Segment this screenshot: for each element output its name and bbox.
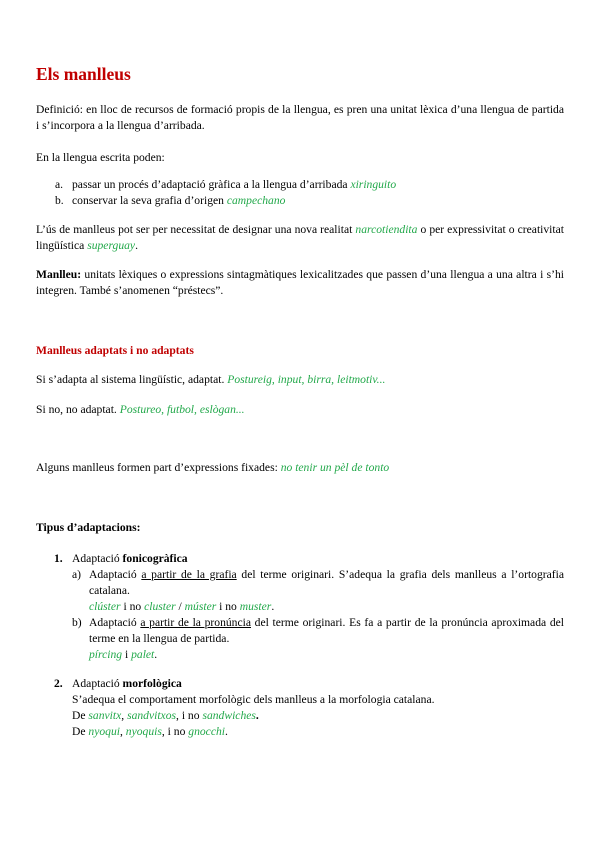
page-title: Els manlleus	[36, 64, 131, 84]
list-item: passar un procés d’adaptació gràfica a la llengua d’arribada xiringuito	[72, 178, 397, 191]
list-item: conservar la seva grafia d’origen campechano	[72, 194, 286, 207]
list-marker: b.	[55, 194, 64, 207]
item-number: 1.	[54, 552, 63, 565]
sub-marker: a)	[72, 568, 82, 581]
section-heading-tipus: Tipus d’adaptacions:	[36, 521, 141, 534]
section-heading-adaptats: Manlleus adaptats i no adaptats	[36, 344, 194, 357]
example-line: clúster i no cluster / múster i no muster.	[89, 600, 275, 613]
written-intro: En la llengua escrita poden:	[36, 151, 165, 164]
use-paragraph: L’ús de manlleus pot ser per necessitat de designar una nova realitat narcotienditа o per expressivitat o creativitat lingüística superguay.	[36, 223, 564, 252]
definition-paragraph: Definició: en lloc de recursos de formació propis de la llengua, es pren una unitat lèxica d’una llengua de partida i s’incorpora a la llengua d’arribada.	[36, 103, 564, 132]
list-marker: a.	[55, 178, 64, 191]
example-line: De nyoqui, nyoquis, i no gnocchi.	[72, 725, 228, 738]
not-adapted-line: Si no, no adaptat. Postureo, futbol, eslògan...	[36, 403, 245, 416]
item-heading: Adaptació morfològica	[72, 677, 182, 690]
example-line: pírcing i palet.	[89, 648, 158, 661]
sub-item: Adaptació a partir de la grafia del terme originari. S’adequa la grafia dels manlleus a l’ortografia catalana.	[89, 568, 564, 597]
item-number: 2.	[54, 677, 63, 690]
item-heading: Adaptació fonicogràfica	[72, 552, 188, 565]
example-word: campechano	[226, 194, 286, 207]
adapted-line: Si s’adapta al sistema lingüístic, adaptat. Postureig, input, birra, leitmotiv...	[36, 373, 386, 386]
example-word: xiringuito	[350, 178, 397, 191]
sub-item: Adaptació a partir de la pronúncia del terme originari. Es fa a partir de la pronúncia aproximada del terme en la llengua de partida.	[89, 616, 564, 645]
sub-marker: b)	[72, 616, 82, 629]
manlleu-definition: Manlleu: unitats lèxiques o expressions sintagmàtiques lexicalitzades que passen d’una llengua a una altra i s’hi integren. També s’anomenen “préstecs”.	[36, 268, 564, 297]
fixed-expressions-line: Alguns manlleus formen part d’expressions fixades: no tenir un pèl de tonto	[36, 461, 390, 474]
item-description: S’adequa el comportament morfològic dels manlleus a la morfologia catalana.	[72, 693, 435, 706]
example-line: De sanvitx, sandvitxos, i no sandwiches.	[72, 709, 259, 722]
